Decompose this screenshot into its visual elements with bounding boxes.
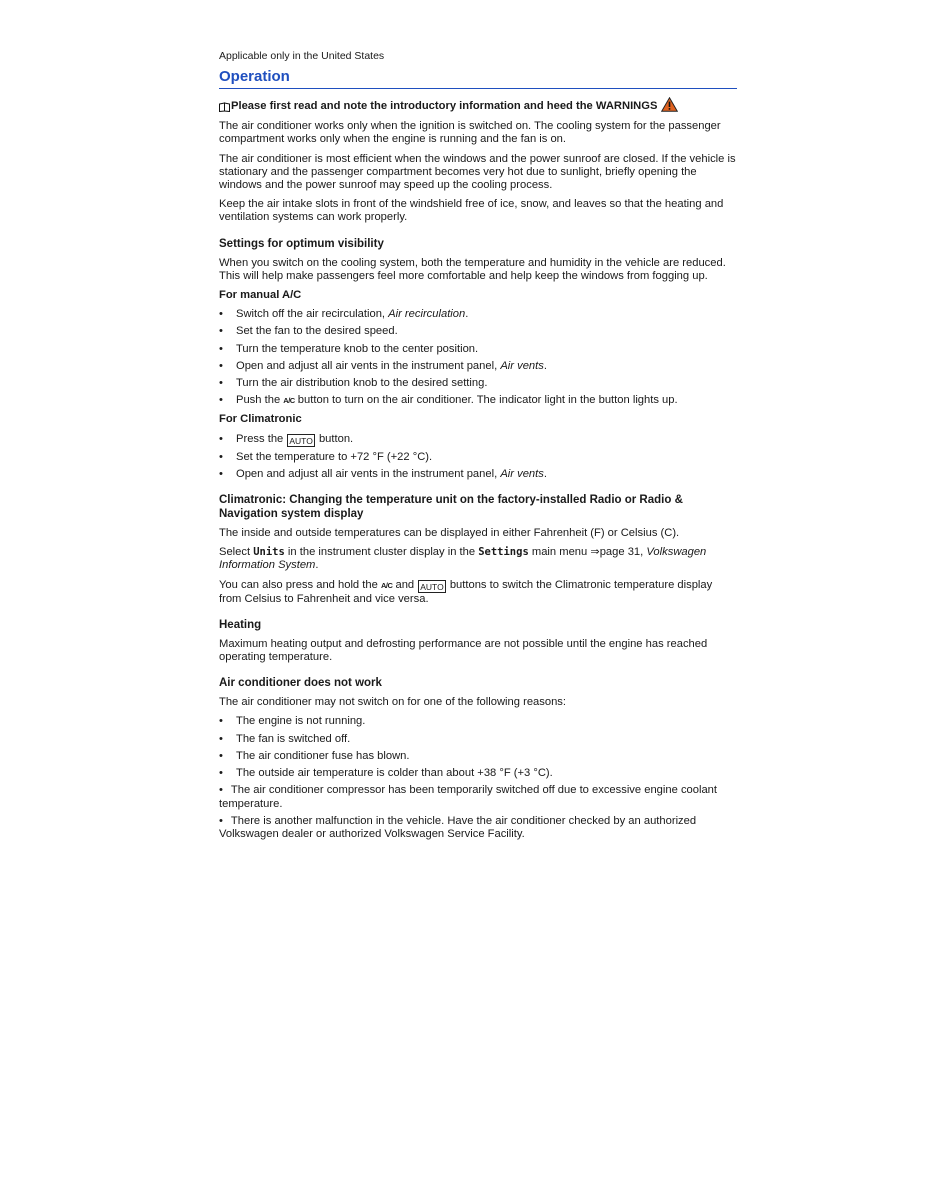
list-item: • Set the temperature to +72 °F (+22 °C). xyxy=(219,451,737,464)
manual-page xyxy=(219,50,737,845)
auto-button-symbol: AUTO xyxy=(420,581,444,592)
units-paragraph: You can also press and hold the A/C and AUTO buttons to switch the Climatronic temperature display from Celsius to Fahrenheit and vice versa. xyxy=(219,578,713,605)
not-work-paragraph: The air conditioner may not switch on for one of the following reasons: xyxy=(219,696,566,709)
manual-ac-list xyxy=(219,308,737,407)
air-vents-link[interactable]: Air vents xyxy=(500,467,544,480)
units-paragraph: Select Units in the instrument cluster display in the Settings main menu ⇒page 31, Volkswagen Information System. xyxy=(219,546,707,572)
auto-button-symbol: AUTO xyxy=(289,435,313,446)
intro-paragraph: The air conditioner works only when the ignition is switched on. The cooling system for the passenger compartment works only when the engine is running and the fan is on. xyxy=(219,120,721,146)
not-work-list xyxy=(219,715,737,841)
list-item: • Press the AUTO button. xyxy=(219,433,737,447)
heating-paragraph: Maximum heating output and defrosting performance are not possible until the engine has reached operating temperature. xyxy=(219,637,708,664)
list-item: • Open and adjust all air vents in the instrument panel, Air vents. xyxy=(219,360,737,373)
intro-paragraph: The air conditioner is most efficient when the windows and the power sunroof are closed. If the vehicle is stationary and the passenger compartment becomes very hot due to sunlight, briefly opening the windows and the power sunroof may speed up the cooling process. xyxy=(219,152,736,192)
not-work-heading: Air conditioner does not work xyxy=(219,677,382,690)
ac-button-symbol: A/C xyxy=(380,580,393,590)
list-item: • Set the fan to the desired speed. xyxy=(219,325,737,338)
list-item: • The fan is switched off. xyxy=(219,733,737,746)
climatronic-heading: For Climatronic xyxy=(219,413,302,426)
ac-button-symbol: A/C xyxy=(283,396,295,406)
list-item: • There is another malfunction in the vehicle. Have the air conditioner checked by an authorized Volkswagen dealer or authorized Volkswagen Service Facility. xyxy=(219,815,737,841)
section-title: Operation xyxy=(219,68,737,89)
list-item: • Switch off the air recirculation, Air recirculation. xyxy=(219,308,737,321)
list-item: • The air conditioner compressor has been temporarily switched off due to excessive engine coolant temperature. xyxy=(219,784,737,810)
visibility-paragraph: When you switch on the cooling system, both the temperature and humidity in the vehicle are reduced. This will help make passengers feel more comfortable and help keep the windows from fogging up. xyxy=(219,256,726,282)
visibility-heading: Settings for optimum visibility xyxy=(219,237,384,250)
settings-menu-item: Settings xyxy=(478,546,529,559)
list-item: • The engine is not running. xyxy=(219,715,737,728)
temperature-unit-heading: Climatronic: Changing the temperature unit on the factory-installed Radio or Radio & Navigation system display xyxy=(219,494,683,521)
list-item: • Turn the air distribution knob to the desired setting. xyxy=(219,377,737,390)
units-paragraph: The inside and outside temperatures can be displayed in either Fahrenheit (F) or Celsius (C). xyxy=(219,527,680,540)
intro-paragraph: Keep the air intake slots in front of the windshield free of ice, snow, and leaves so that the heating and ventilation systems can work properly. xyxy=(219,198,724,224)
warning-notice xyxy=(219,99,737,114)
warning-triangle-icon[interactable] xyxy=(661,97,678,112)
applicability-note: Applicable only in the United States xyxy=(219,50,385,62)
list-item: • Open and adjust all air vents in the instrument panel, Air vents. xyxy=(219,468,737,481)
manual-ac-heading: For manual A/C xyxy=(219,289,302,302)
vw-information-system-link[interactable]: Volkswagen Information System xyxy=(219,546,707,572)
climatronic-list xyxy=(219,433,737,481)
list-item: • Turn the temperature knob to the center position. xyxy=(219,343,737,356)
warning-notice-text: Please first read and note the introductory information and heed the WARNINGS xyxy=(231,100,658,113)
book-icon xyxy=(219,102,230,112)
air-recirculation-link[interactable]: Air recirculation xyxy=(388,308,466,321)
heating-heading: Heating xyxy=(219,618,262,631)
units-menu-item: Units xyxy=(253,546,285,559)
list-item: • The outside air temperature is colder than about +38 °F (+3 °C). xyxy=(219,767,737,780)
list-item: • The air conditioner fuse has blown. xyxy=(219,750,737,763)
list-item: • Push the A/C button to turn on the air conditioner. The indicator light in the button lights up. xyxy=(219,394,737,407)
air-vents-link[interactable]: Air vents xyxy=(500,359,544,372)
